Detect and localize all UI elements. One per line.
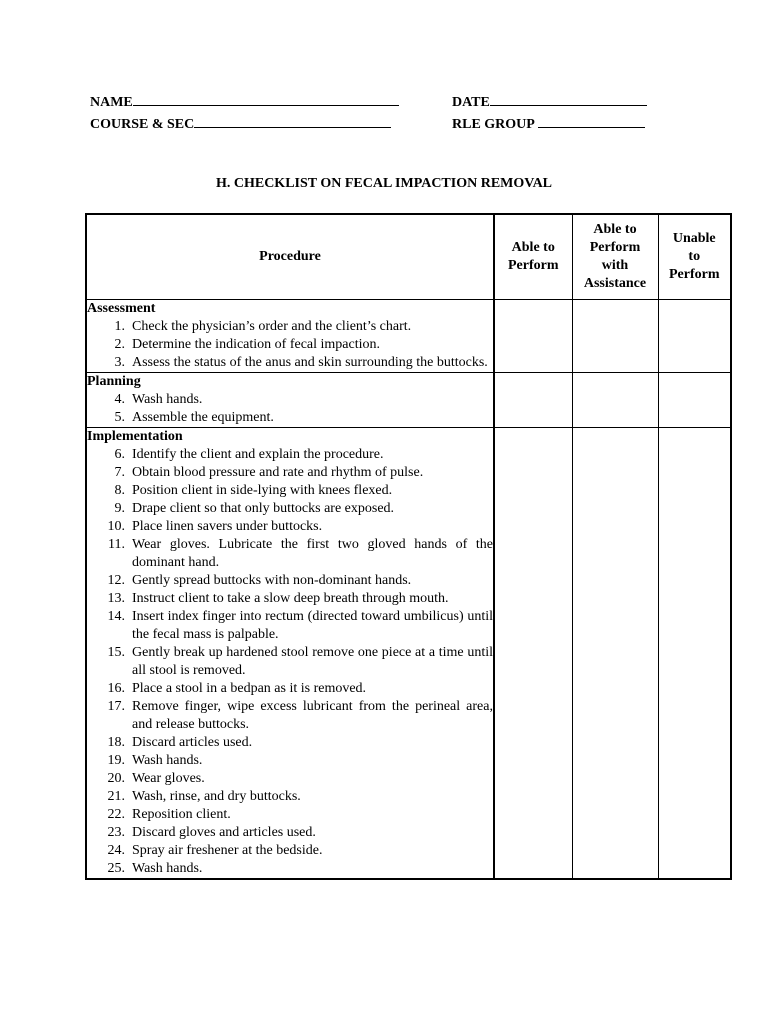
- rle-group-label: RLE GROUP: [452, 117, 535, 132]
- step-number: 1.: [114, 319, 125, 334]
- section-row-planning: [86, 373, 731, 428]
- step-text: Place linen savers under buttocks.: [132, 519, 323, 534]
- step-number: 2.: [114, 337, 125, 352]
- unable-to-perform-cell[interactable]: [658, 373, 731, 428]
- unable-header-line: Unable: [672, 231, 716, 246]
- step-text: Wear gloves. Lubricate the first two gloved hands of the dominant hand.: [132, 537, 493, 570]
- step-text: Discard articles used.: [132, 735, 253, 750]
- step-number: 13.: [107, 591, 125, 606]
- step-item: [87, 391, 493, 409]
- procedure-cell: [86, 300, 494, 373]
- step-number: 18.: [107, 735, 125, 750]
- step-text: Gently spread buttocks with non-dominant hands.: [132, 573, 412, 588]
- step-item: [87, 409, 493, 427]
- unable-to-perform-column-header: [658, 214, 731, 300]
- able-with-assistance-cell[interactable]: [572, 300, 658, 373]
- step-item: [87, 680, 493, 698]
- step-text: Check the physician’s order and the client’s chart.: [132, 319, 412, 334]
- step-number: 16.: [107, 681, 125, 696]
- procedure-column-header: Procedure: [86, 214, 494, 300]
- able-to-perform-column-header: [494, 214, 572, 300]
- step-item: [87, 698, 493, 734]
- section-title: Implementation: [87, 429, 183, 444]
- step-number: 8.: [114, 483, 125, 498]
- step-item: [87, 318, 493, 336]
- step-text: Assess the status of the anus and skin surrounding the buttocks.: [132, 355, 488, 370]
- able-to-perform-cell[interactable]: [494, 428, 572, 880]
- step-text: Insert index finger into rectum (directed toward umbilicus) until the fecal mass is palpable.: [132, 609, 493, 642]
- step-list: [87, 318, 493, 372]
- step-item: [87, 536, 493, 572]
- step-number: 6.: [114, 447, 125, 462]
- step-item: [87, 446, 493, 464]
- step-number: 23.: [107, 825, 125, 840]
- step-text: Spray air freshener at the bedside.: [132, 843, 323, 858]
- step-number: 24.: [107, 843, 125, 858]
- step-item: [87, 518, 493, 536]
- step-item: [87, 806, 493, 824]
- step-text: Remove finger, wipe excess lubricant from the perineal area, and release buttocks.: [132, 699, 493, 732]
- section-row-assessment: [86, 300, 731, 373]
- step-text: Place a stool in a bedpan as it is removed.: [132, 681, 367, 696]
- step-item: [87, 644, 493, 680]
- step-text: Reposition client.: [132, 807, 231, 822]
- rle-group-blank-line[interactable]: [538, 114, 645, 128]
- step-item: [87, 770, 493, 788]
- step-item: [87, 608, 493, 644]
- step-list: [87, 446, 493, 878]
- section-title: Planning: [87, 374, 141, 389]
- unable-to-perform-cell[interactable]: [658, 300, 731, 373]
- step-text: Position client in side-lying with knees flexed.: [132, 483, 393, 498]
- procedure-cell: [86, 428, 494, 880]
- step-item: [87, 752, 493, 770]
- step-text: Identify the client and explain the procedure.: [132, 447, 384, 462]
- assist-header-line: with: [601, 258, 629, 273]
- step-text: Discard gloves and articles used.: [132, 825, 316, 840]
- step-text: Wash hands.: [132, 753, 203, 768]
- assist-header-line: Assistance: [583, 276, 647, 291]
- step-number: 3.: [114, 355, 125, 370]
- step-text: Drape client so that only buttocks are exposed.: [132, 501, 395, 516]
- assist-header-line: Able to: [593, 222, 637, 237]
- section-title: Assessment: [87, 301, 156, 316]
- step-number: 19.: [107, 753, 125, 768]
- step-number: 9.: [114, 501, 125, 516]
- able-with-assistance-cell[interactable]: [572, 428, 658, 880]
- step-item: [87, 788, 493, 806]
- name-field: [90, 92, 399, 113]
- step-item: [87, 336, 493, 354]
- step-text: Assemble the equipment.: [132, 410, 274, 425]
- assist-header-line: Perform: [589, 240, 641, 255]
- unable-header-line: to: [688, 249, 701, 264]
- step-text: Determine the indication of fecal impaction.: [132, 337, 381, 352]
- step-item: [87, 464, 493, 482]
- step-number: 17.: [107, 699, 125, 714]
- step-item: [87, 354, 493, 372]
- able-header-line: Able to: [511, 240, 555, 255]
- step-number: 12.: [107, 573, 125, 588]
- step-item: [87, 590, 493, 608]
- procedure-cell: [86, 373, 494, 428]
- page-title: H. CHECKLIST ON FECAL IMPACTION REMOVAL: [215, 176, 553, 191]
- step-number: 22.: [107, 807, 125, 822]
- able-header-line: Perform: [507, 258, 559, 273]
- step-item: [87, 860, 493, 878]
- name-label: NAME: [90, 95, 133, 110]
- date-field: [452, 92, 647, 113]
- step-text: Gently break up hardened stool remove one piece at a time until all stool is removed.: [132, 645, 493, 678]
- header-row: [86, 214, 731, 300]
- name-blank-line[interactable]: [133, 92, 399, 106]
- step-item: [87, 824, 493, 842]
- step-number: 4.: [114, 392, 125, 407]
- section-row-implementation: [86, 428, 731, 880]
- step-number: 10.: [107, 519, 125, 534]
- able-with-assistance-column-header: [572, 214, 658, 300]
- checklist-table: [85, 213, 732, 880]
- step-item: [87, 842, 493, 860]
- unable-header-line: Perform: [668, 267, 720, 282]
- step-item: [87, 572, 493, 590]
- course-sec-label: COURSE & SEC: [90, 117, 195, 132]
- course-sec-blank-line[interactable]: [194, 114, 391, 128]
- able-to-perform-cell[interactable]: [494, 300, 572, 373]
- step-text: Wash, rinse, and dry buttocks.: [132, 789, 301, 804]
- course-sec-field: [90, 114, 391, 135]
- unable-to-perform-cell[interactable]: [658, 428, 731, 880]
- step-text: Wash hands.: [132, 861, 203, 876]
- able-to-perform-cell[interactable]: [494, 373, 572, 428]
- date-blank-line[interactable]: [490, 92, 647, 106]
- step-list: [87, 391, 493, 427]
- step-text: Wear gloves.: [132, 771, 205, 786]
- step-number: 14.: [107, 609, 125, 624]
- step-number: 15.: [107, 645, 125, 660]
- step-number: 5.: [114, 410, 125, 425]
- step-number: 7.: [114, 465, 125, 480]
- step-text: Obtain blood pressure and rate and rhythm of pulse.: [132, 465, 424, 480]
- step-item: [87, 734, 493, 752]
- step-text: Instruct client to take a slow deep breath through mouth.: [132, 591, 449, 606]
- able-with-assistance-cell[interactable]: [572, 373, 658, 428]
- step-number: 25.: [107, 861, 125, 876]
- step-number: 11.: [108, 537, 125, 552]
- step-number: 20.: [107, 771, 125, 786]
- step-text: Wash hands.: [132, 392, 203, 407]
- step-number: 21.: [107, 789, 125, 804]
- step-item: [87, 482, 493, 500]
- rle-group-field: [452, 114, 645, 135]
- date-label: DATE: [452, 95, 490, 110]
- step-item: [87, 500, 493, 518]
